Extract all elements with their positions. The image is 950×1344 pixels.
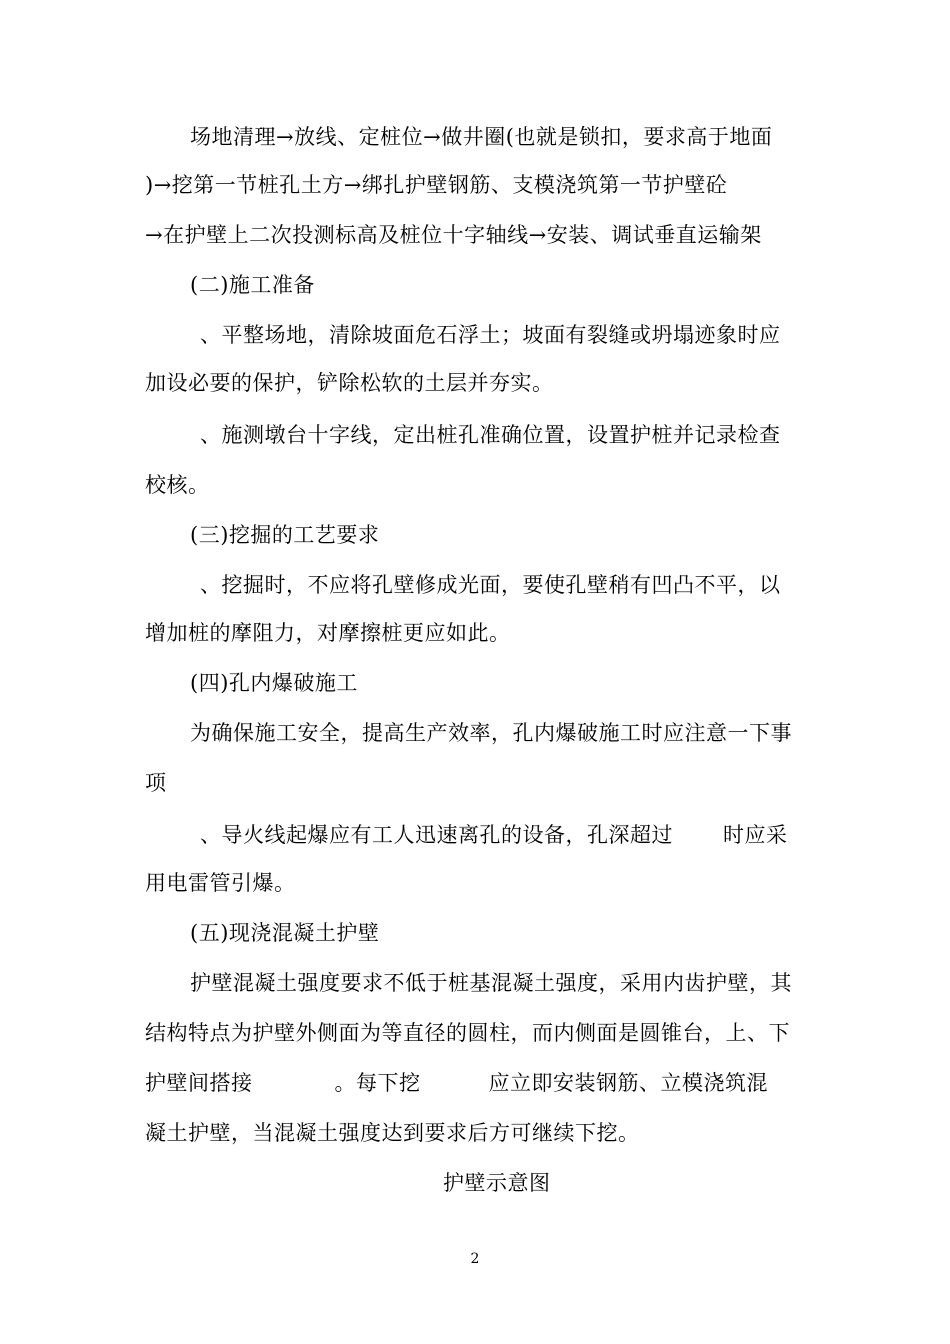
- paragraph-line: 护壁混凝土强度要求不低于桩基混凝土强度，采用内齿护壁，其: [190, 971, 792, 995]
- paragraph-line: 结构特点为护壁外侧面为等直径的圆柱，而内侧面是圆锥台，上、下: [145, 1021, 790, 1045]
- paragraph-line: 加设必要的保护，铲除松软的土层并夯实。: [145, 371, 554, 395]
- line-text: 。每下挖: [334, 1071, 421, 1095]
- paragraph-line: 项: [145, 771, 167, 795]
- section-heading: (二)施工准备: [190, 273, 315, 297]
- page-number: 2: [470, 1251, 480, 1267]
- figure-caption: 护壁示意图: [443, 1171, 551, 1195]
- paragraph-line: 为确保施工安全，提高生产效率，孔内爆破施工时应注意一下事: [190, 721, 792, 745]
- section-heading: (四)孔内爆破施工: [190, 671, 358, 695]
- paragraph-line: [145, 1068, 768, 1098]
- paragraph-line: 、平整场地，清除坡面危石浮土；坡面有裂缝或坍塌迹象时应: [200, 323, 781, 347]
- paragraph-line: 、挖掘时，不应将孔壁修成光面，要使孔壁稍有凹凸不平，以: [200, 573, 781, 597]
- section-heading: (五)现浇混凝土护壁: [190, 921, 380, 945]
- paragraph-line: )→挖第一节桩孔土方→绑扎护壁钢筋、支模浇筑第一节护壁砼: [145, 173, 728, 197]
- paragraph-line: 校核。: [145, 473, 210, 497]
- paragraph-line: 场地清理→放线、定桩位→做井圈(也就是锁扣，要求高于地面: [190, 125, 773, 149]
- paragraph-line: →在护壁上二次投测标高及桩位十字轴线→安装、调试垂直运输架: [145, 223, 762, 247]
- line-text: 护壁间搭接: [145, 1071, 253, 1095]
- paragraph-line: 凝土护壁，当混凝土强度达到要求后方可继续下挖。: [145, 1121, 640, 1145]
- line-text: 应立即安装钢筋、立模浇筑混: [488, 1071, 768, 1095]
- line-text: 、导火线起爆应有工人迅速离孔的设备，孔深超过: [200, 823, 673, 847]
- paragraph-line: 增加桩的摩阻力，对摩擦桩更应如此。: [145, 621, 511, 645]
- paragraph-line: [200, 820, 788, 850]
- section-heading: (三)挖掘的工艺要求: [190, 523, 380, 547]
- paragraph-line: 、施测墩台十字线，定出桩孔准确位置，设置护桩并记录检查: [200, 423, 781, 447]
- paragraph-line: 用电雷管引爆。: [145, 871, 296, 895]
- line-text: 时应采: [723, 823, 788, 847]
